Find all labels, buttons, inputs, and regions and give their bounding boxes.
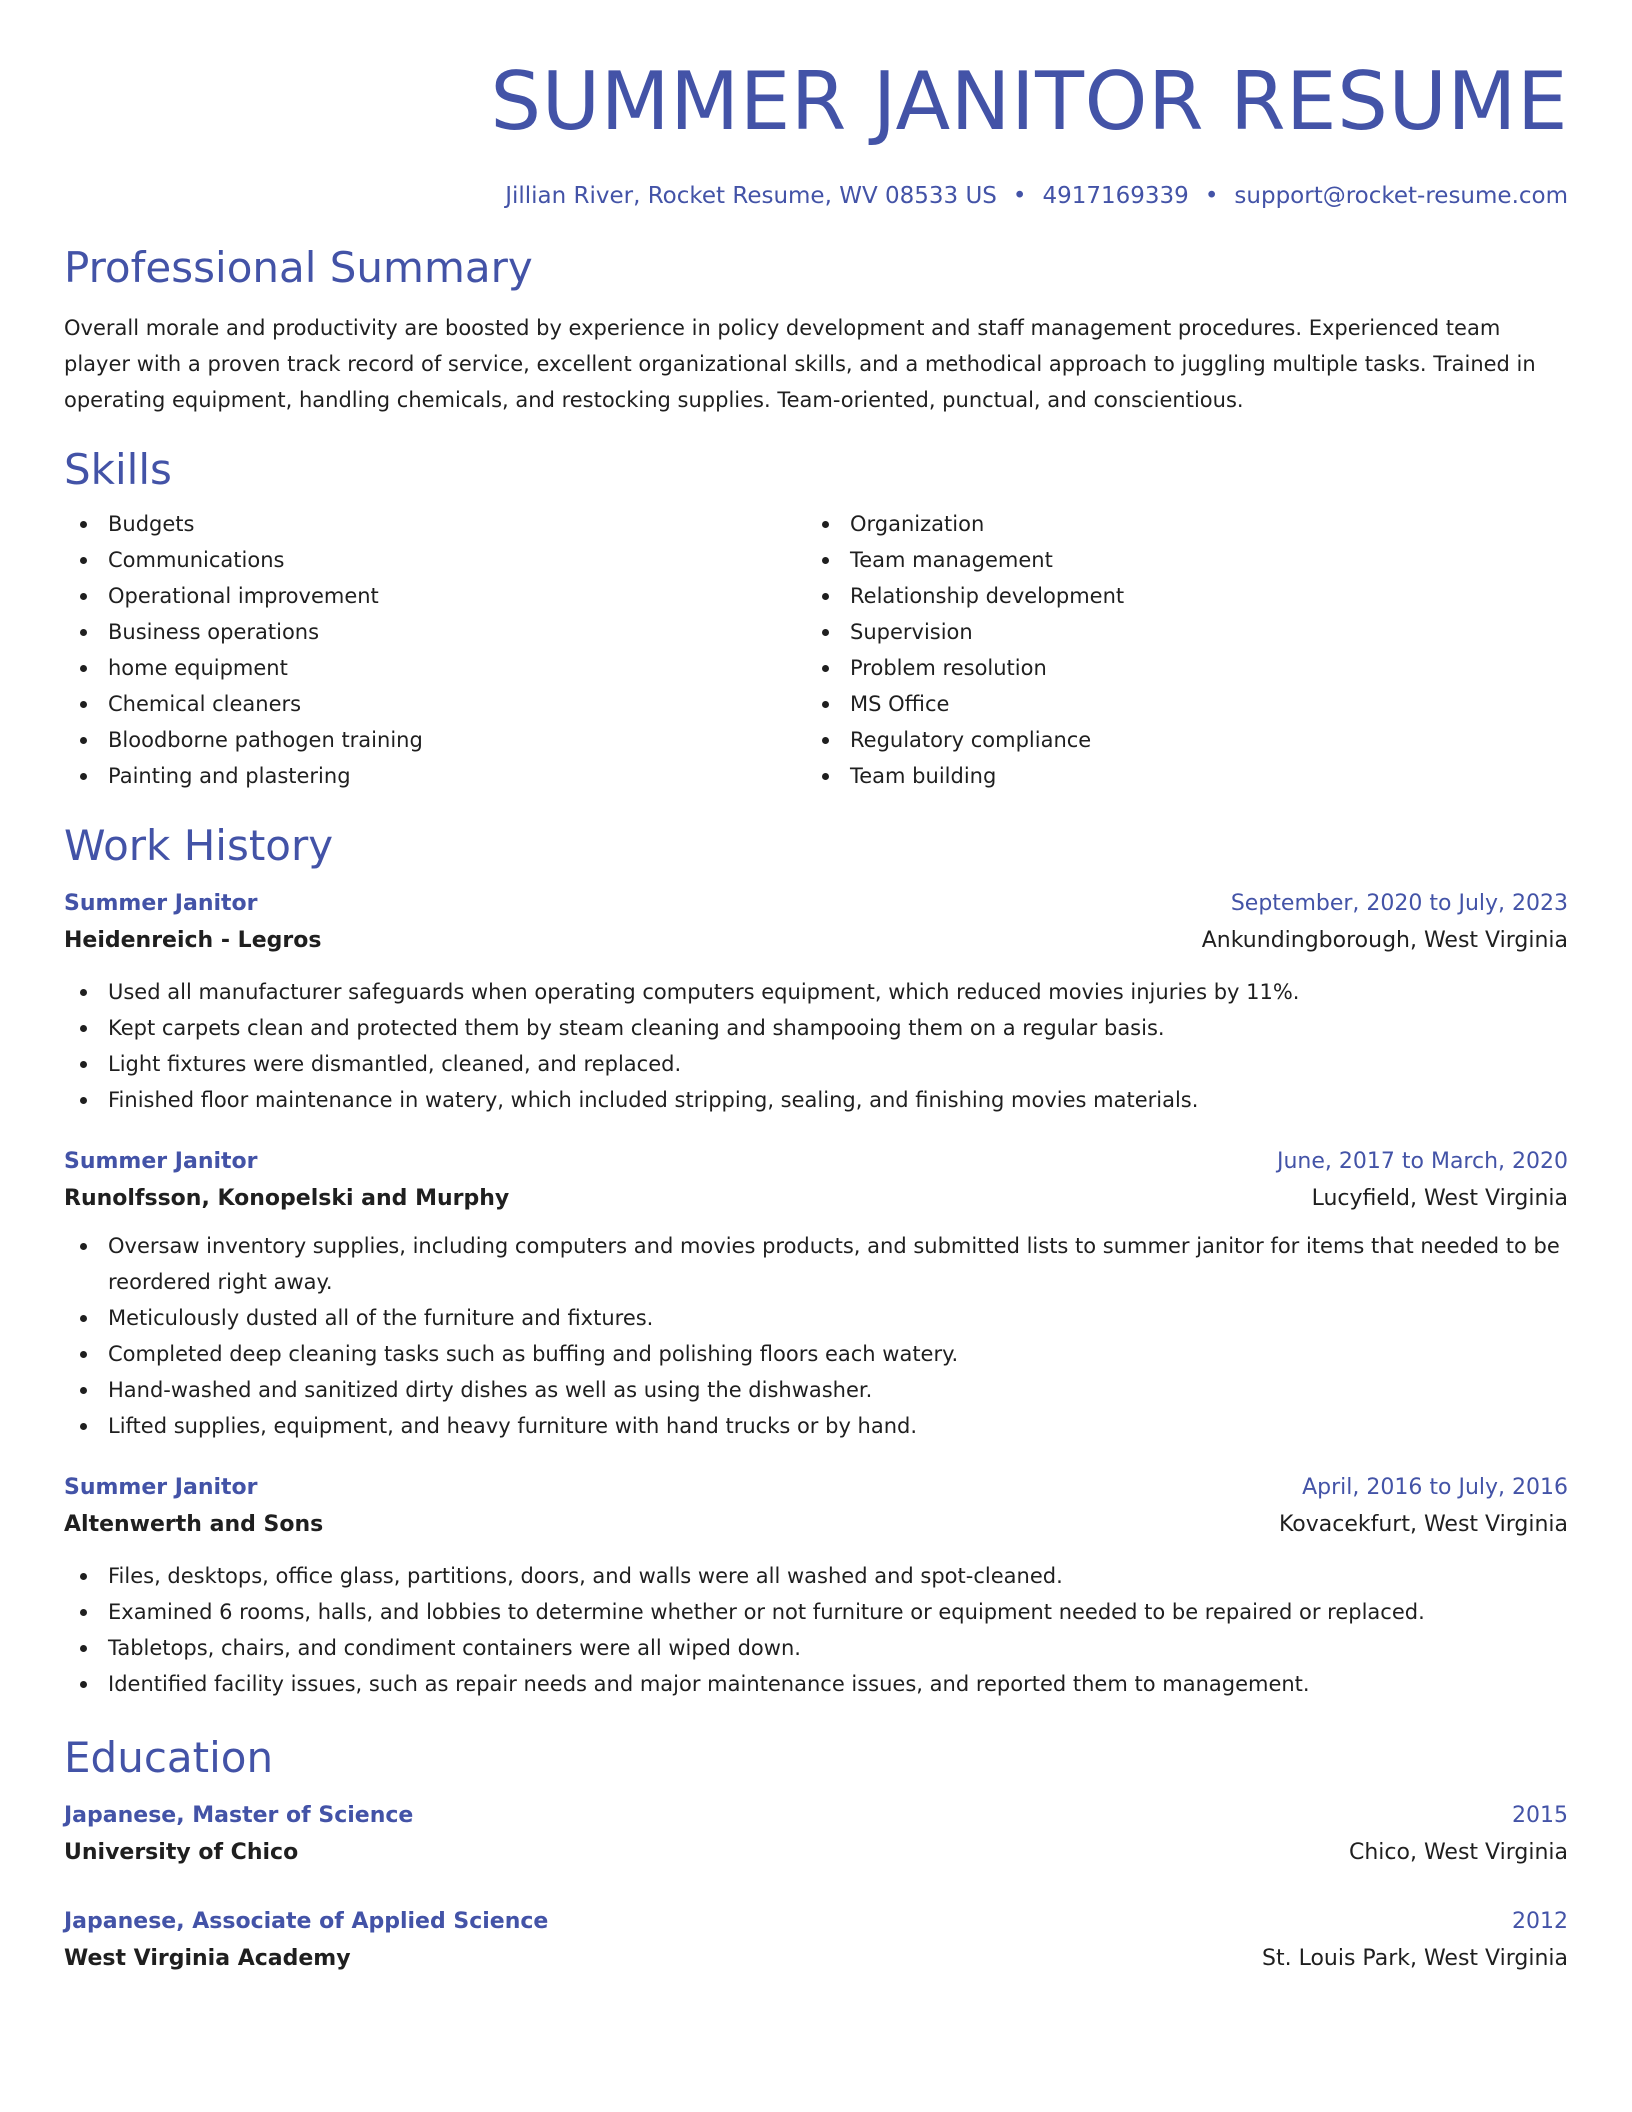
contact-separator: • bbox=[1012, 183, 1027, 209]
job-bullet: Identified facility issues, such as repair needs and major maintenance issues, and reported them to management. bbox=[64, 1666, 1568, 1702]
skill-item: Regulatory compliance bbox=[806, 722, 1548, 758]
skill-item: Team management bbox=[806, 542, 1548, 578]
job-bullet: Hand-washed and sanitized dirty dishes as well as using the dishwasher. bbox=[64, 1372, 1568, 1408]
job-employer: Altenwerth and Sons bbox=[64, 1512, 324, 1537]
skill-item: Bloodborne pathogen training bbox=[64, 722, 806, 758]
skill-item: Communications bbox=[64, 542, 806, 578]
contact-address: Jillian River, Rocket Resume, WV 08533 US bbox=[505, 183, 997, 209]
job-location: Lucyfield, West Virginia bbox=[1311, 1186, 1568, 1211]
job-bullet: Kept carpets clean and protected them by steam cleaning and shampooing them on a regular basis. bbox=[64, 1010, 1568, 1046]
skills-right-column bbox=[806, 506, 1548, 794]
resume-page bbox=[64, 52, 1568, 1978]
contact-separator: • bbox=[1204, 183, 1219, 209]
summary-section bbox=[64, 242, 1568, 418]
job-bullet: Finished floor maintenance in watery, which included stripping, sealing, and finishing movies materials. bbox=[64, 1082, 1568, 1118]
skill-item: Team building bbox=[806, 758, 1548, 794]
job-bullet: Completed deep cleaning tasks such as buffing and polishing floors each watery. bbox=[64, 1336, 1568, 1372]
education-entry bbox=[64, 1798, 1568, 1872]
resume-title: SUMMER JANITOR RESUME bbox=[490, 55, 1568, 148]
skill-item: Relationship development bbox=[806, 578, 1548, 614]
education-degree: Japanese, Master of Science bbox=[64, 1803, 414, 1828]
skills-section bbox=[64, 444, 1568, 794]
job-bullet: Meticulously dusted all of the furniture and fixtures. bbox=[64, 1300, 1568, 1336]
job-bullet: Examined 6 rooms, halls, and lobbies to determine whether or not furniture or equipment needed to be repaired or replaced. bbox=[64, 1594, 1568, 1630]
education-heading: Education bbox=[64, 1733, 274, 1782]
skill-item: Operational improvement bbox=[64, 578, 806, 614]
education-school: West Virginia Academy bbox=[64, 1946, 351, 1971]
summary-text: Overall morale and productivity are boosted by experience in policy development and staff management procedures. Experienced team player with a proven track record of service, excellent organizational skills, and a methodical approach to juggling multiple tasks. Trained in operating equipment, handling chemicals, and restocking supplies. Team-oriented, punctual, and conscientious. bbox=[64, 316, 1536, 412]
job-bullet: Oversaw inventory supplies, including computers and movies products, and submitted lists to summer janitor for items that needed to be reordered right away. bbox=[64, 1228, 1568, 1300]
skills-left-column bbox=[64, 506, 806, 794]
education-degree: Japanese, Associate of Applied Science bbox=[64, 1909, 549, 1934]
job-title: Summer Janitor bbox=[64, 891, 258, 916]
summary-heading: Professional Summary bbox=[64, 243, 533, 292]
work-history-heading: Work History bbox=[64, 821, 334, 870]
contact-email: support@rocket-resume.com bbox=[1234, 183, 1568, 209]
job-bullets bbox=[64, 974, 1568, 1118]
contact-phone: 4917169339 bbox=[1042, 183, 1189, 209]
education-entry bbox=[64, 1904, 1568, 1978]
job-dates: June, 2017 to March, 2020 bbox=[1277, 1149, 1568, 1174]
education-school: University of Chico bbox=[64, 1840, 299, 1865]
job-bullet: Tabletops, chairs, and condiment containers were all wiped down. bbox=[64, 1630, 1568, 1666]
education-location: Chico, West Virginia bbox=[1349, 1840, 1568, 1865]
job-bullets bbox=[64, 1558, 1568, 1702]
skill-item: home equipment bbox=[64, 650, 806, 686]
job-dates: April, 2016 to July, 2016 bbox=[1302, 1475, 1568, 1500]
skills-columns bbox=[64, 506, 1568, 794]
education-year: 2012 bbox=[1512, 1909, 1568, 1934]
job-location: Ankundingborough, West Virginia bbox=[1201, 928, 1568, 953]
job-bullet: Lifted supplies, equipment, and heavy furniture with hand trucks or by hand. bbox=[64, 1408, 1568, 1444]
job-entry bbox=[64, 1144, 1568, 1444]
skills-heading: Skills bbox=[64, 445, 172, 494]
skill-item: Organization bbox=[806, 506, 1548, 542]
job-title: Summer Janitor bbox=[64, 1149, 258, 1174]
education-section bbox=[64, 1732, 1568, 1978]
skill-item: Problem resolution bbox=[806, 650, 1548, 686]
contact-line bbox=[64, 180, 1568, 212]
skill-item: Painting and plastering bbox=[64, 758, 806, 794]
skill-item: Budgets bbox=[64, 506, 806, 542]
job-employer: Runolfsson, Konopelski and Murphy bbox=[64, 1186, 510, 1211]
job-entry bbox=[64, 1470, 1568, 1702]
job-entry bbox=[64, 886, 1568, 1118]
education-location: St. Louis Park, West Virginia bbox=[1262, 1946, 1568, 1971]
skill-item: Chemical cleaners bbox=[64, 686, 806, 722]
work-history-section bbox=[64, 820, 1568, 1702]
job-bullet: Files, desktops, office glass, partitions, doors, and walls were all washed and spot-cleaned. bbox=[64, 1558, 1568, 1594]
skill-item: MS Office bbox=[806, 686, 1548, 722]
job-title: Summer Janitor bbox=[64, 1475, 258, 1500]
skill-item: Business operations bbox=[64, 614, 806, 650]
job-bullet: Light fixtures were dismantled, cleaned, and replaced. bbox=[64, 1046, 1568, 1082]
skill-item: Supervision bbox=[806, 614, 1548, 650]
job-employer: Heidenreich - Legros bbox=[64, 928, 322, 953]
education-year: 2015 bbox=[1512, 1803, 1568, 1828]
job-dates: September, 2020 to July, 2023 bbox=[1230, 891, 1568, 916]
job-bullet: Used all manufacturer safeguards when operating computers equipment, which reduced movies injuries by 11%. bbox=[64, 974, 1568, 1010]
job-location: Kovacekfurt, West Virginia bbox=[1278, 1512, 1568, 1537]
job-bullets bbox=[64, 1228, 1568, 1444]
